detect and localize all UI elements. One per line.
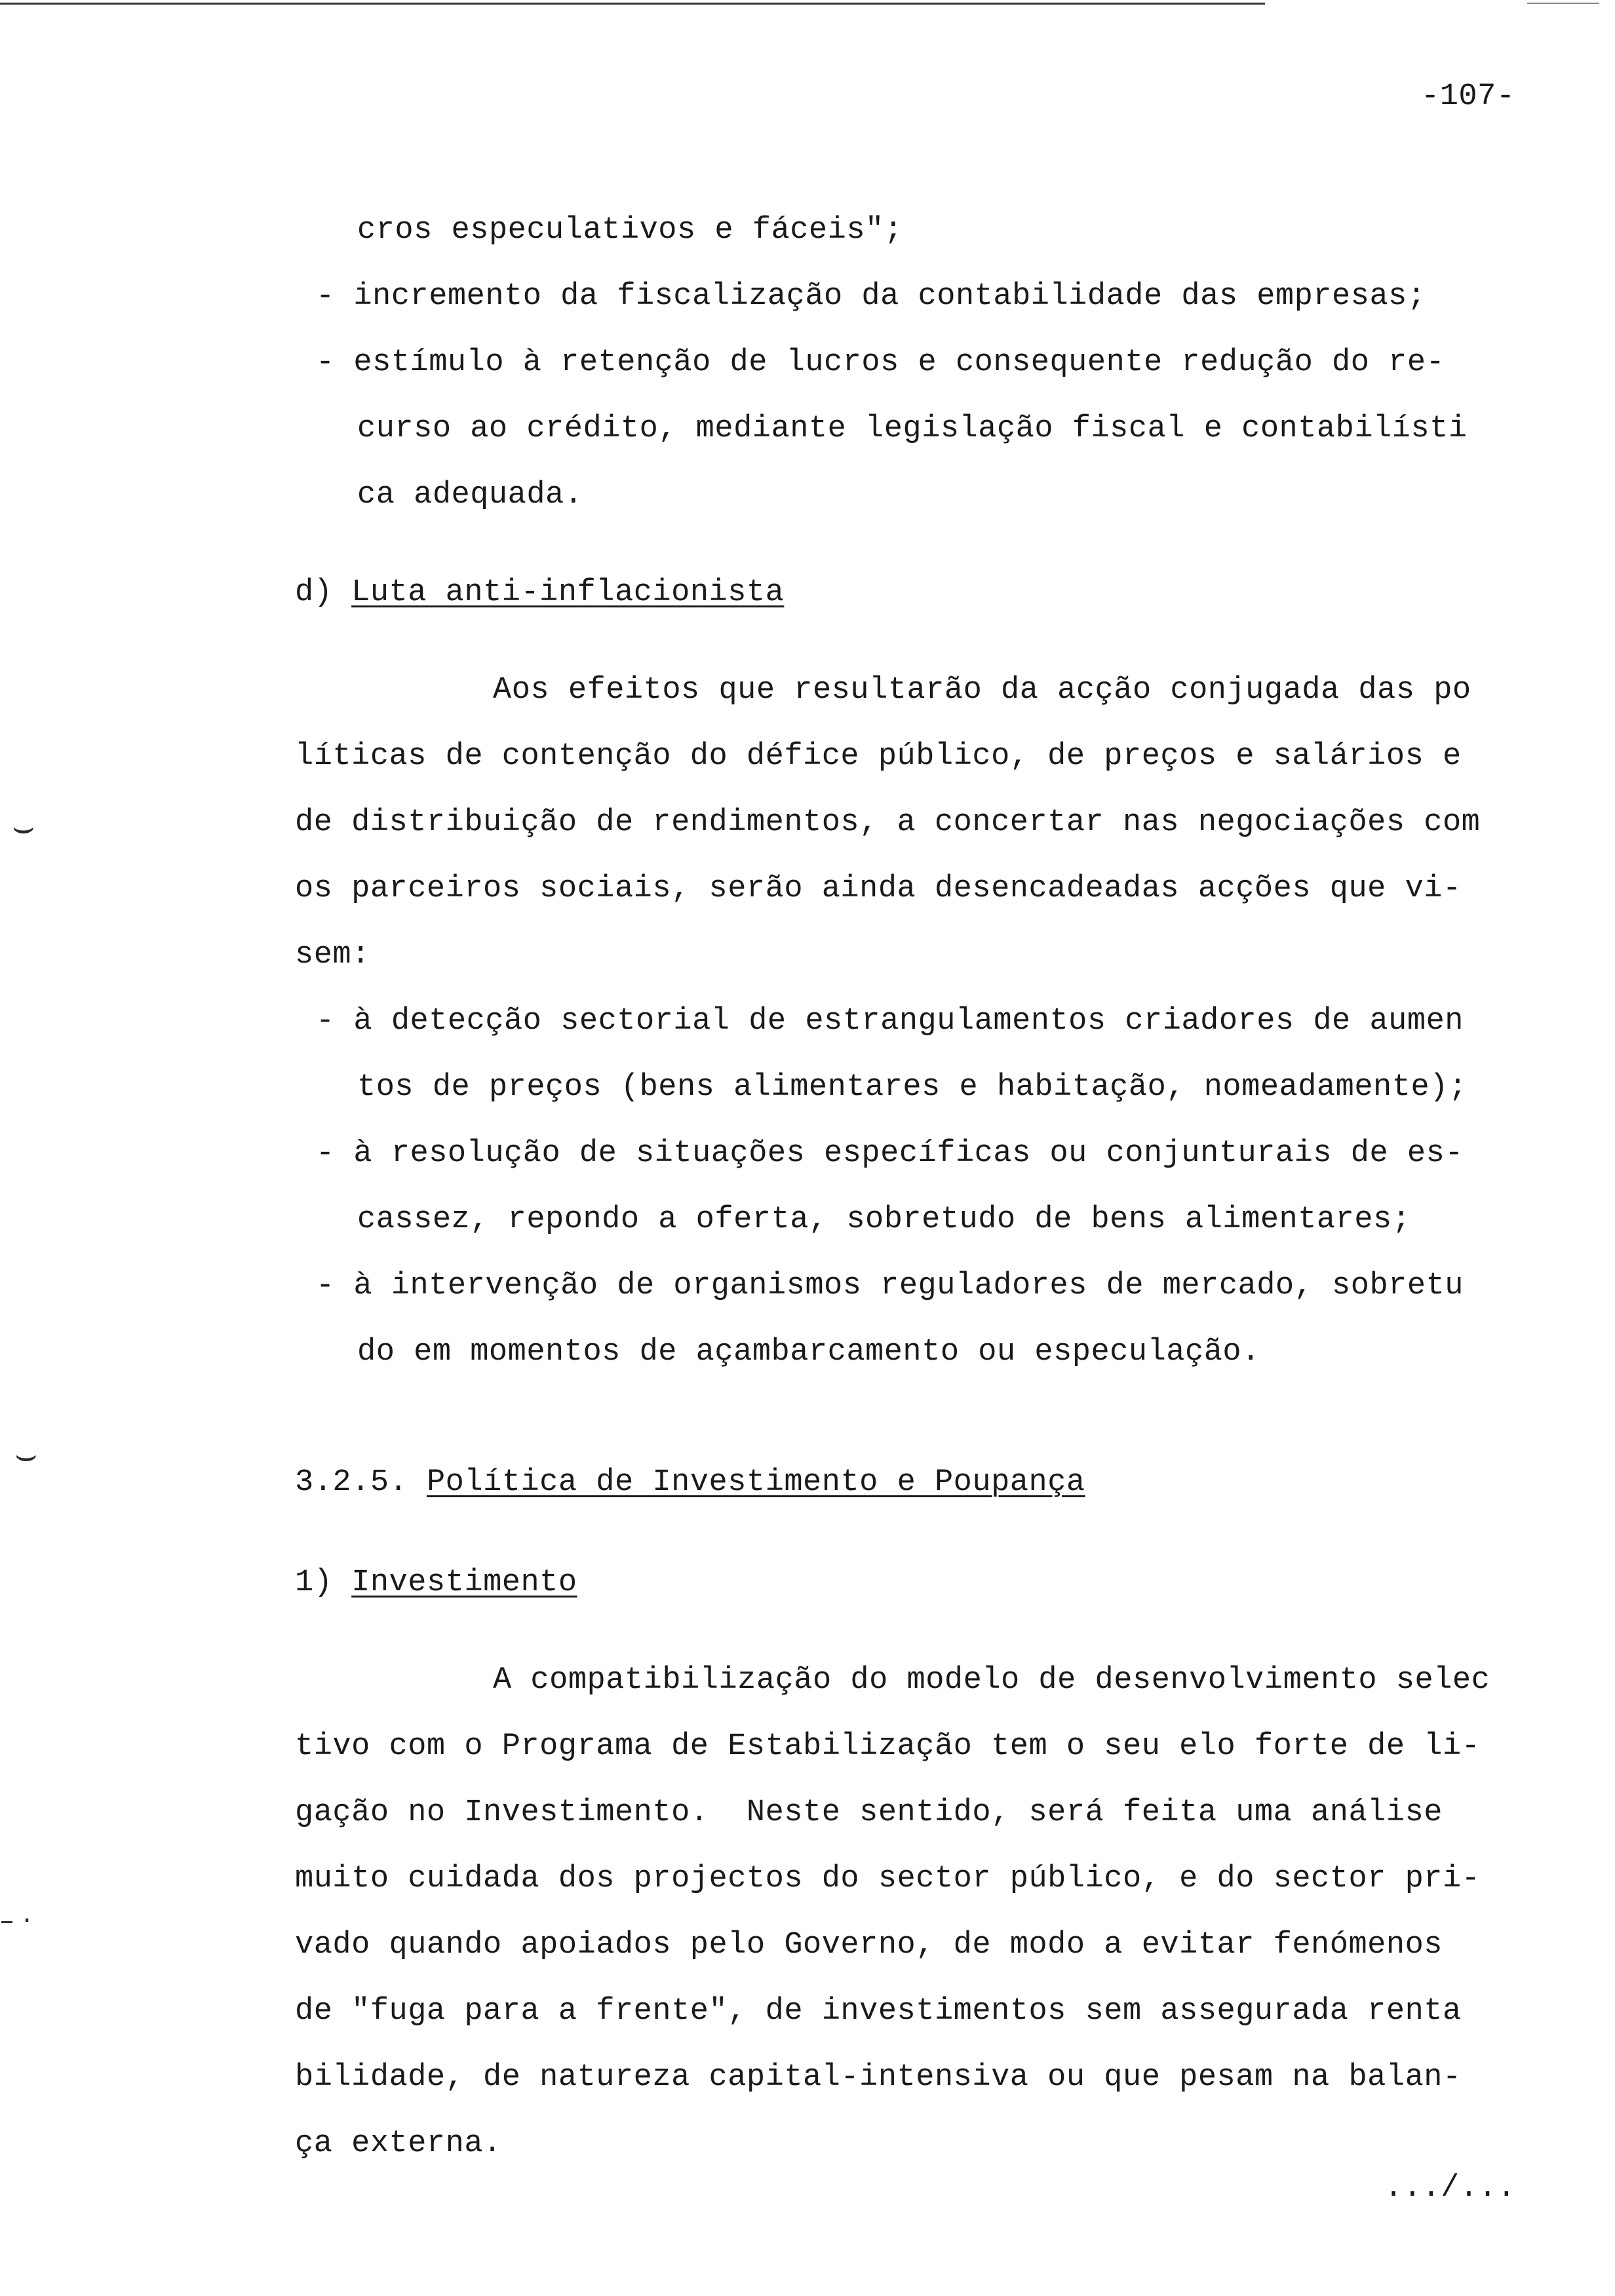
section-number: 3.2.5. xyxy=(295,1465,408,1500)
list-item: - incremento da fiscalização da contabilidade das empresas; xyxy=(316,279,1426,314)
top-rule-right xyxy=(1527,3,1599,4)
section-title: Política de Investimento e Poupança xyxy=(426,1465,1085,1500)
section-label: d) xyxy=(295,575,333,610)
list-item-continuation: ca adequada. xyxy=(357,478,583,512)
list-item-continuation: tos de preços (bens alimentares e habitação, nomeadamente); xyxy=(357,1070,1468,1105)
section-title: Luta anti-inflacionista xyxy=(351,575,785,610)
list-item-continuation: curso ao crédito, mediante legislação fiscal e contabilísti xyxy=(357,411,1468,446)
top-rule xyxy=(0,3,1265,5)
list-item-continuation: cassez, repondo a oferta, sobretudo de bens alimentares; xyxy=(357,1202,1411,1237)
paragraph-line: Aos efeitos que resultarão da acção conjugada das po xyxy=(493,673,1471,708)
continuation-mark: .../... xyxy=(1384,2171,1516,2206)
paragraph-line: gação no Investimento. Neste sentido, será feita uma análise xyxy=(295,1795,1443,1830)
paragraph-line: A compatibilização do modelo de desenvolvimento selec xyxy=(493,1663,1490,1698)
list-item: - à resolução de situações específicas ou conjunturais de es- xyxy=(316,1136,1464,1171)
paragraph-line: vado quando apoiados pelo Governo, de modo a evitar fenómenos xyxy=(295,1928,1443,1962)
margin-mark-icon: ⌣ xyxy=(12,806,35,847)
paragraph-line: sem: xyxy=(295,938,370,972)
section-heading xyxy=(295,1463,1085,1502)
paragraph-line: bilidade, de natureza capital-intensiva ou que pesam na balan- xyxy=(295,2060,1462,2095)
margin-mark-icon: – · xyxy=(0,1904,31,1936)
section-title: Investimento xyxy=(351,1565,577,1600)
paragraph-line: líticas de contenção do défice público, de preços e salários e xyxy=(295,739,1462,774)
paragraph-line: ça externa. xyxy=(295,2126,502,2161)
list-item-continuation: do em momentos de açambarcamento ou especulação. xyxy=(357,1335,1260,1369)
margin-mark-icon: ⌣ xyxy=(14,1434,38,1475)
list-item: - estímulo à retenção de lucros e consequente redução do re- xyxy=(316,345,1445,380)
paragraph-line: os parceiros sociais, serão ainda desencadeadas acções que vi- xyxy=(295,871,1462,906)
paragraph-line: tivo com o Programa de Estabilização tem o seu elo forte de li- xyxy=(295,1729,1481,1764)
paragraph-line: muito cuidada dos projectos do sector público, e do sector pri- xyxy=(295,1862,1481,1896)
section-heading xyxy=(295,1563,577,1603)
list-item: - à intervenção de organismos reguladores de mercado, sobretu xyxy=(316,1269,1464,1303)
paragraph-line: de "fuga para a frente", de investimentos sem assegurada renta xyxy=(295,1994,1462,2029)
paragraph-line: de distribuição de rendimentos, a concertar nas negociações com xyxy=(295,805,1481,840)
list-item: - à detecção sectorial de estrangulamentos criadores de aumen xyxy=(316,1004,1464,1039)
section-label: 1) xyxy=(295,1565,333,1600)
section-heading xyxy=(295,573,784,613)
list-continuation: cros especulativos e fáceis"; xyxy=(357,213,903,248)
page-number: -107- xyxy=(1421,79,1515,114)
